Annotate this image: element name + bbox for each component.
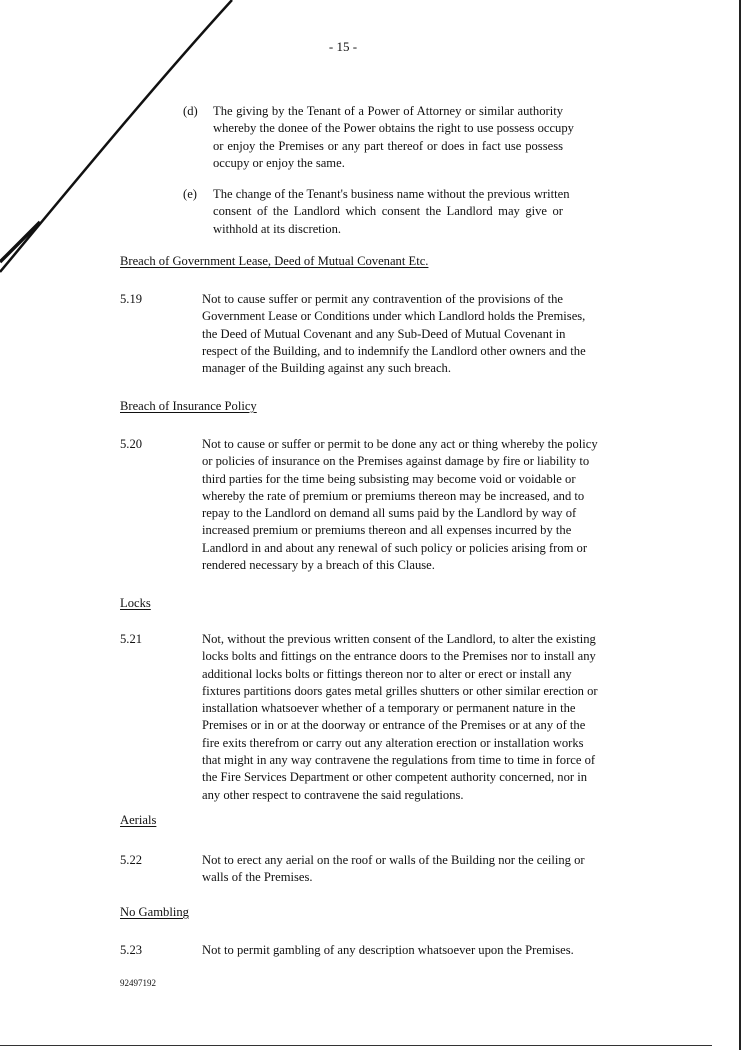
clause-number: 5.21	[120, 632, 143, 646]
page-number: - 15 -	[328, 39, 358, 54]
clause-text	[202, 436, 598, 574]
text-line: Premises or in or at the doorway or entrance of the Premises or at any of the	[202, 718, 586, 733]
text-line: manager of the Building against any such breach.	[202, 361, 451, 376]
clause-text	[202, 942, 574, 959]
bottom-rule	[0, 1045, 712, 1046]
text-line: fixtures partitions doors gates metal grilles shutters or other similar erection or	[202, 683, 598, 698]
text-line: Not, without the previous written consent of the Landlord, to alter the existing	[202, 632, 596, 646]
section-heading: Aerials	[120, 813, 157, 827]
text-line: or policies of insurance on the Premises against damage by fire or liability to	[202, 454, 590, 469]
text-line: walls of the Premises.	[202, 870, 313, 885]
text-line: fire exits therefrom or carry out any alteration erection or installation works	[202, 735, 584, 750]
text-line: third parties for the time being subsisting may become void or voidable or	[202, 471, 576, 486]
text-line: The giving by the Tenant of a Power of Attorney or similar authority	[213, 104, 563, 118]
item-label: (d)	[183, 104, 198, 118]
text-line: Not to permit gambling of any description whatsoever upon the Premises.	[202, 943, 574, 957]
clause-text	[202, 291, 586, 377]
section-heading: Breach of Government Lease, Deed of Mutual Covenant Etc.	[120, 254, 429, 268]
text-line: additional locks bolts or fittings thereon nor to alter or erect or install any	[202, 666, 572, 681]
text-line: the Fire Services Department or other competent authority concerned, nor in	[202, 770, 588, 785]
text-line: Government Lease or Conditions under which Landlord holds the Premises,	[202, 309, 586, 324]
text-line: Not to cause suffer or permit any contravention of the provisions of the	[202, 292, 563, 306]
clause-number: 5.22	[120, 853, 143, 867]
document-id: 92497192	[120, 978, 156, 988]
text-line: or enjoy the Premises or any part thereof or does in fact use possess	[213, 138, 563, 153]
text-line: increased premium or premiums thereon and all expenses incurred by the	[202, 523, 572, 538]
text-line: Not to erect any aerial on the roof or walls of the Building nor the ceiling or	[202, 853, 585, 867]
text-line: respect of the Building, and to indemnify the Landlord other owners and the	[202, 343, 586, 358]
section-heading: Breach of Insurance Policy	[120, 399, 257, 413]
text-line: that might in any way contravene the regulations from time to time in force of	[202, 753, 596, 768]
text-line: the Deed of Mutual Covenant and any Sub-Deed of Mutual Covenant in	[202, 326, 566, 341]
clause-number: 5.19	[120, 292, 143, 306]
item-label: (e)	[183, 187, 197, 201]
text-line: any other respect to contravene the said regulations.	[202, 787, 464, 802]
text-line: Landlord in and about any renewal of such policy or policies arising from or	[202, 540, 588, 555]
scan-edge-line	[739, 0, 741, 1050]
clause-text	[213, 186, 570, 238]
text-line: installation whatsoever whether of a temporary or permanent nature in the	[202, 701, 576, 716]
text-line: withhold at its discretion.	[213, 221, 342, 236]
clause-number: 5.20	[120, 437, 143, 451]
text-line: whereby the rate of premium or premiums thereon may be increased, and to	[202, 488, 585, 503]
text-line: occupy or enjoy the same.	[213, 155, 345, 170]
text-line: whereby the donee of the Power obtains the right to use possess occupy	[213, 121, 574, 136]
section-heading: No Gambling	[120, 905, 189, 919]
text-line: The change of the Tenant's business name without the previous written	[213, 187, 570, 201]
text-line: repay to the Landlord on demand all sums paid by the Landlord by way of	[202, 506, 577, 521]
clause-number: 5.23	[120, 943, 143, 957]
section-heading: Locks	[120, 596, 151, 610]
text-line: Not to cause or suffer or permit to be done any act or thing whereby the policy	[202, 437, 598, 451]
clause-text	[202, 852, 585, 887]
text-line: locks bolts and fittings on the entrance doors to the Premises nor to install any	[202, 649, 596, 664]
text-line: rendered necessary by a breach of this Clause.	[202, 558, 435, 573]
clause-text	[213, 103, 574, 172]
clause-text	[202, 631, 598, 804]
text-line: consent of the Landlord which consent the Landlord may give or	[213, 204, 563, 219]
